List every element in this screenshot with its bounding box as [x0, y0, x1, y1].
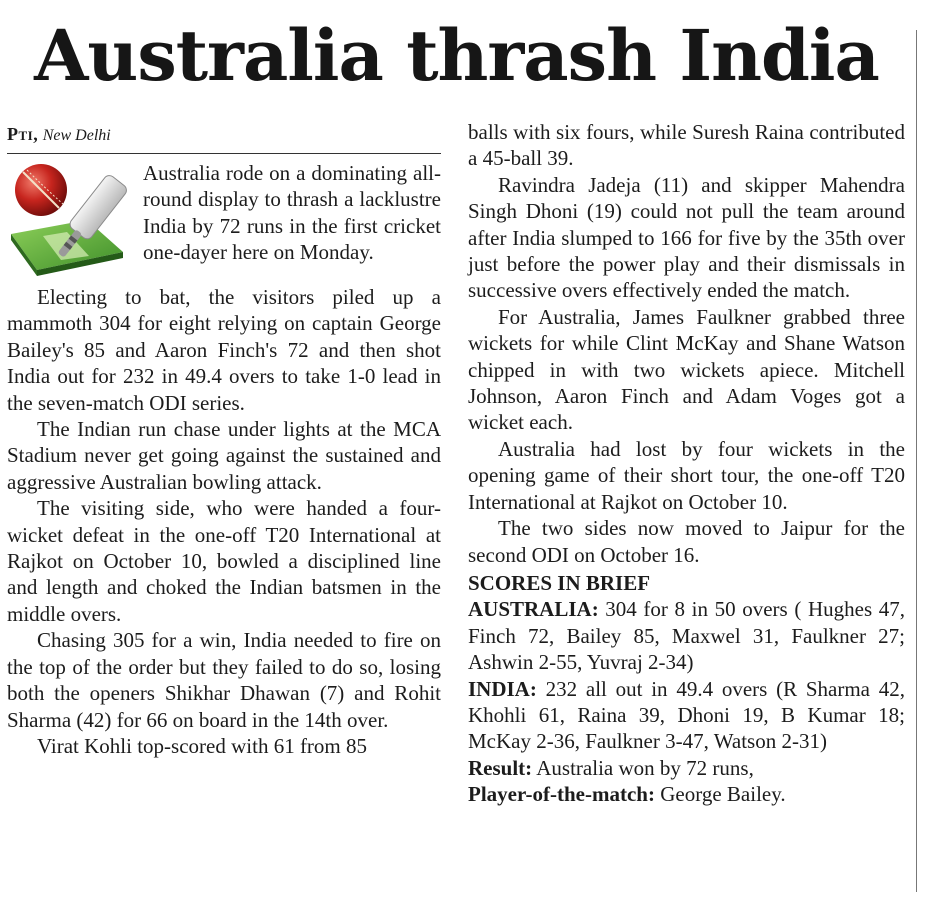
score-result	[468, 755, 905, 781]
score-result-label: Result:	[468, 755, 533, 780]
lead-block	[7, 160, 441, 284]
byline	[7, 123, 441, 154]
article-paragraph: Chasing 305 for a win, India needed to fire on the top of the order but they failed to do so, losing both the openers Shikhar Dhawan (7) and Rohit Sharma (42) for 66 on board in the 14th over.	[7, 628, 441, 732]
article-paragraph: The visiting side, who were handed a four-wicket defeat in the one-off T20 International at Rajkot on October 10, bowled a disciplined line and length and choked the Indian batsmen in the middle overs.	[7, 496, 441, 626]
byline-agency: Pti,	[7, 124, 39, 144]
article-paragraph: Electing to bat, the visitors piled up a mammoth 304 for eight relying on captain George Bailey's 85 and Aaron Finch's 72 and then shot India out for 232 in 49.4 overs to take 1-0 lead in the seven-match ODI series.	[7, 285, 441, 415]
article-paragraph: The two sides now moved to Jaipur for the second ODI on October 16.	[468, 516, 905, 567]
right-column	[468, 119, 905, 808]
left-column	[7, 123, 441, 759]
article-paragraph: Australia had lost by four wickets in the opening game of their short tour, the one-off T20 International at Rajkot on October 10.	[468, 436, 905, 514]
score-australia	[468, 596, 905, 675]
byline-place: New Delhi	[42, 127, 111, 144]
cricket-ball-bat-icon	[7, 160, 135, 284]
headline: Australia thrash India	[34, 14, 879, 97]
article-paragraph: The Indian run chase under lights at the MCA Stadium never get going against the sustained and aggressive Australian bowling attack.	[7, 417, 441, 494]
scores-heading: SCORES IN BRIEF	[468, 570, 651, 595]
score-india	[468, 676, 905, 755]
score-india-text: 232 all out in 49.4 overs (R Sharma 42, Khohli 61, Raina 39, Dhoni 19, B Kumar 18; McKay 2-36, Faulkner 3-47, Watson 2-31)	[468, 676, 905, 754]
column-rule	[916, 30, 917, 892]
score-potm-text: George Bailey.	[654, 782, 786, 807]
article-paragraph: balls with six fours, while Suresh Raina contributed a 45-ball 39.	[468, 120, 905, 171]
article-paragraph: Ravindra Jadeja (11) and skipper Mahendra Singh Dhoni (19) could not pull the team around after India slumped to 166 for five by the 35th over just before the power play and their dismissals in successive overs effectively ended the match.	[468, 172, 905, 303]
score-player-of-match	[468, 781, 905, 807]
lead-paragraph: Australia rode on a dominating all-round display to thrash a lacklustre India by 72 runs in the first cricket one-dayer here on Monday.	[143, 161, 441, 265]
article-paragraph: Virat Kohli top-scored with 61 from 85	[37, 733, 368, 758]
score-australia-label: AUSTRALIA:	[468, 597, 599, 622]
score-india-label: INDIA:	[468, 676, 537, 701]
score-result-text: Australia won by 72 runs,	[532, 755, 754, 780]
score-australia-text: 304 for 8 in 50 overs ( Hughes 47, Finch 72, Bailey 85, Maxwel 31, Faulkner 27; Ashwin 2-55, Yuvraj 2-34)	[468, 597, 905, 675]
score-potm-label: Player-of-the-match:	[468, 782, 655, 807]
article-paragraph: For Australia, James Faulkner grabbed three wickets for while Clint McKay and Shane Watson chipped in with two wickets apiece. Mitchell Johnson, Aaron Finch and Adam Voges got a wicket each.	[468, 304, 905, 435]
